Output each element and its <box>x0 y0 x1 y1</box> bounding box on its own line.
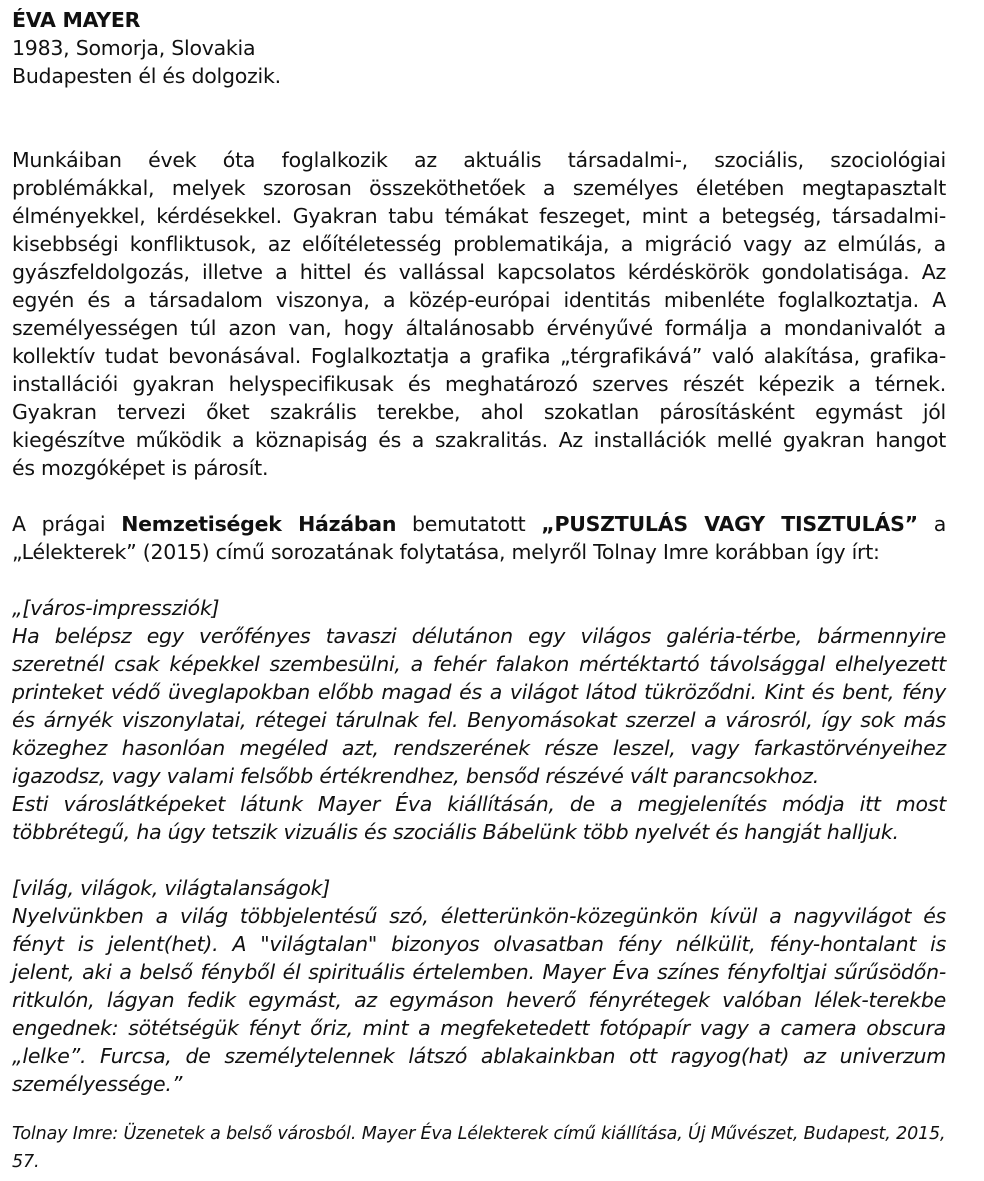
quote-line: szeretnél csak képekkel szembesülni, a fehér falakon mértéktartó távolsággal elhelyezett <box>12 652 946 676</box>
intro-line: élményekkel, kérdésekkel. Gyakran tabu témákat feszeget, mint a betegség, társadalmi- <box>12 204 946 228</box>
quote-line: ritkulón, lágyan fedik egymást, az egymáson heverő fényrétegek valóban lélek-terekbe <box>12 988 946 1012</box>
spacer <box>12 1098 946 1120</box>
citation <box>12 1120 946 1176</box>
spacer <box>12 90 946 146</box>
exhibition-line-2: „Lélekterek” (2015) című sorozatának folytatása, melyről Tolnay Imre korábban így írt: <box>12 540 880 564</box>
intro-line: egyén és a társadalom viszonya, a közép-európai identitás mibenléte foglalkoztatja. A <box>12 288 946 312</box>
quote-heading: „[város-impressziók] <box>12 596 220 620</box>
citation-line: 57. <box>12 1152 40 1172</box>
artist-residence: Budapesten él és dolgozik. <box>12 64 281 88</box>
intro-line: installációi gyakran helyspecifikusak és meghatározó szerves részét képezik a térnek. <box>12 372 946 396</box>
exhibition-line-1 <box>12 510 946 538</box>
quote-line: többrétegű, ha úgy tetszik vizuális és szociális Bábelünk több nyelvét és hangját halljuk. <box>12 820 899 844</box>
exhibition-text: a <box>933 512 946 536</box>
quote-line: személyessége.” <box>12 1072 183 1096</box>
exhibition-venue: Nemzetiségek Házában <box>121 512 397 536</box>
quote-line: Nyelvünkben a világ többjelentésű szó, életterünkön-közegünkön kívül a nagyvilágot és <box>12 904 946 928</box>
artist-name: ÉVA MAYER <box>12 8 141 32</box>
spacer <box>12 846 946 874</box>
intro-line: és mozgóképet is párosít. <box>12 456 269 480</box>
exhibition-text: A prágai <box>12 512 106 536</box>
quote-line: igazodsz, vagy valami felsőbb értékrendhez, bensőd részévé vált parancsokhoz. <box>12 764 819 788</box>
intro-line: Munkáiban évek óta foglalkozik az aktuális társadalmi-, szociális, szociológiai <box>12 148 946 172</box>
quote-line: Ha belépsz egy verőfényes tavaszi délutánon egy világos galéria-térbe, bármennyire <box>12 624 946 648</box>
spacer <box>12 482 946 510</box>
quote-line: közeghez hasonlóan megéled azt, rendszerének része leszel, vagy farkastörvényeihez <box>12 736 946 760</box>
intro-line: problémákkal, melyek szorosan összeköthetőek a személyes életében megtapasztalt <box>12 176 946 200</box>
quote-line: „lelke”. Furcsa, de személytelennek látszó ablakainkban ott ragyog(hat) az univerzum <box>12 1044 946 1068</box>
intro-paragraph <box>12 146 946 482</box>
intro-line: személyességen túl azon van, hogy általánosabb érvényűvé formálja a mondanivalót a <box>12 316 946 340</box>
quote-heading: [világ, világok, világtalanságok] <box>12 876 331 900</box>
intro-line: gyászfeldolgozás, illetve a hittel és vallással kapcsolatos kérdéskörök gondolatisága. Az <box>12 260 946 284</box>
artist-origin: 1983, Somorja, Slovakia <box>12 36 256 60</box>
quote-line: fényt is jelent(het). A "világtalan" bizonyos olvasatban fény nélkülit, fény-hontalant is <box>12 932 946 956</box>
intro-line: kisebbségi konfliktusok, az előítéletesség problematikája, a migráció vagy az elmúlás, a <box>12 232 946 256</box>
exhibition-title: „PUSZTULÁS VAGY TISZTULÁS” <box>541 512 918 536</box>
quote-line: printeket védő üveglapokban előbb magad és a világot látod tükröződni. Kint és bent, fény <box>12 680 946 704</box>
intro-line: kollektív tudat bevonásával. Foglalkoztatja a grafika „térgrafikává” való alakítása, grafika- <box>12 344 946 368</box>
intro-line: kiegészítve működik a köznapiság és a szakralitás. Az installációk mellé gyakran hangot <box>12 428 946 452</box>
exhibition-text: bemutatott <box>412 512 526 536</box>
document-page <box>12 6 946 1176</box>
intro-line: Gyakran tervezi őket szakrális terekbe, ahol szokatlan párosításként egymást jól <box>12 400 946 424</box>
quote-line: jelent, aki a belső fényből él spirituális értelemben. Mayer Éva színes fényfoltjai sűrűsödőn- <box>12 960 946 984</box>
citation-line: Tolnay Imre: Üzenetek a belső városból. Mayer Éva Lélekterek című kiállítása, Új Művészet, Budapest, 2015, <box>12 1124 946 1144</box>
exhibition-paragraph <box>12 510 946 566</box>
quote-line: és árnyék viszonylatai, rétegei tárulnak fel. Benyomásokat szerzel a városról, így sok más <box>12 708 946 732</box>
spacer <box>12 566 946 594</box>
quote-line: Esti városlátképeket látunk Mayer Éva kiállításán, de a megjelenítés módja itt most <box>12 792 946 816</box>
quote-world <box>12 874 946 1098</box>
quote-city-impressions <box>12 594 946 846</box>
quote-line: engednek: sötétségük fényt őriz, mint a megfeketedett fotópapír vagy a camera obscura <box>12 1016 946 1040</box>
